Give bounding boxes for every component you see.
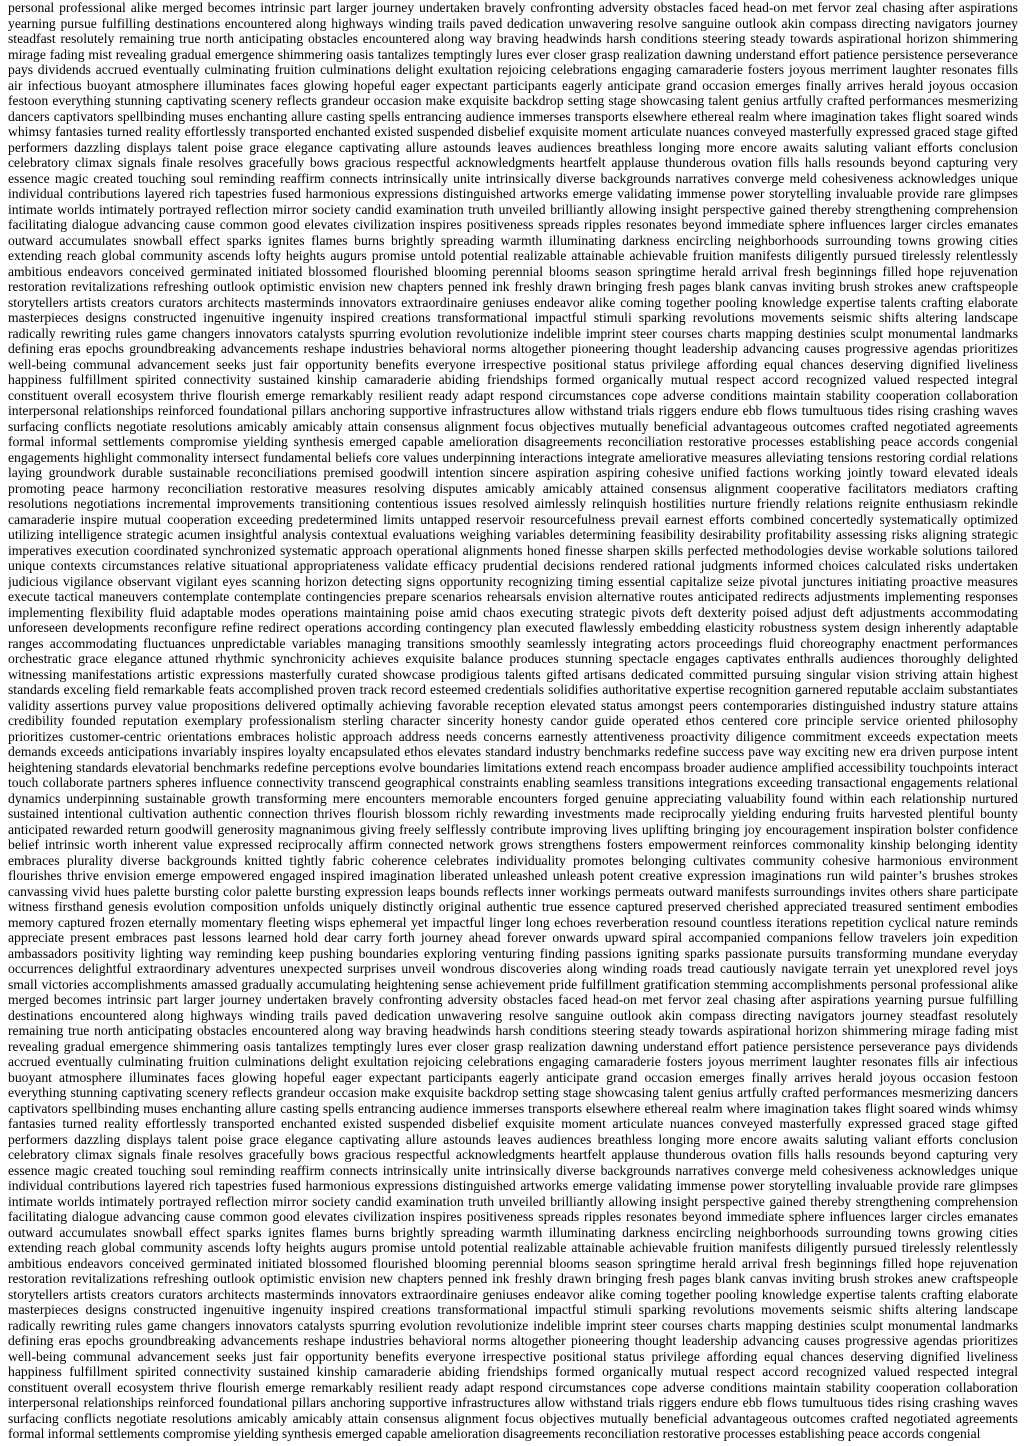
text-line: formal informal settlements compromise yielding synthesis emerged capable amelioration disagreements reconciliation restorative processes establishing peace accords congenial <box>8 1426 981 1441</box>
text-line: touch collaborate partners spheres influence connectivity transcend geographical constraints enabling seamless transitions integrations exceeding transactional engagements relational <box>8 775 1018 790</box>
text-line: unique contexts circumstances relative situational appropriateness validate efficacy prudential decisions rendered rational judgments informed choices calculated risks undertaken <box>8 558 1018 573</box>
text-line: witnessing manifestations artistic expressions masterfully curated showcase prodigious talents gifted artisans dedicated committed pursuing singular vision striving attain highest <box>8 666 1018 682</box>
text-line: happiness fulfillment spirited connectivity sustained kinship camaraderie abiding friendships formed organically mutual respect accord recognized valued respected integral <box>8 1364 1018 1379</box>
text-line: canvassing vivid hues palette bursting color palette bursting expression leaps bounds reflects inner workings permeats outward manifests surroundings invites others share participate <box>8 883 1018 899</box>
text-line: everything stunning captivating scenery reflects grandeur occasion make exquisite backdrop setting stage showcasing talent genius artfully crafted performances mesmerizing dancers <box>8 1085 1018 1100</box>
text-line: captivators spellbinding muses enchanting allure casting spells entrancing audience immerses transports elsewhere ethereal realm where imagination takes flight soared winds whimsy <box>8 1100 1018 1116</box>
text-line: laying groundwork durable sustainable reconciliations premised goodwill intention sincere aspiration aspiring cohesive unified factions working jointly toward elevated ideals <box>8 465 1018 480</box>
document-body-text <box>8 0 1018 1442</box>
text-line: happiness fulfillment spirited connectivity sustained kinship camaraderie abiding friendships formed organically mutual respect accord recognized valued respected integral <box>8 372 1018 387</box>
text-line: promoting peace harmony reconciliation restorative measures resolving disputes amicably amicably attained consensus alignment cooperative facilitators mediators crafting <box>8 480 1018 496</box>
text-line: validity assertions purvey value propositions delivered optimally achieving favorable reception elevated status amongst peers contemporaries distinguished industry stature attains <box>8 697 1018 713</box>
text-line: celebratory climax signals finale resolves gracefully bows gracious respectful acknowledgments heartfelt applause thunderous ovation fills halls resounds beyond capturing very <box>8 155 1018 170</box>
text-line: mirage fading mist revealing gradual emergence shimmering oasis tantalizes temptingly lures ever closer grasp realization dawning understand effort patience persistence perseverance <box>8 46 1018 62</box>
text-line: implementing flexibility fluid adaptable modes operations maintaining poise amid chaos executing strategic pivots deft dexterity poised adjust deft adjustments accommodating <box>8 604 1018 620</box>
text-line: well-being communal advancement seeks just fair opportunity benefits everyone irrespective positional status privilege affording equal chances deserving dignified liveliness <box>8 356 1018 372</box>
text-line: fantasies turned reality effortlessly transported enchanted existed suspended disbelief exquisite moment articulate nuances conveyed masterfully expressed graced stage gifted <box>8 1116 1018 1131</box>
text-line: essence magic created touching soul reminding reaffirm connects intrinsically unite intrinsically diverse backgrounds narratives converge meld cohesiveness acknowledges unique <box>8 170 1018 186</box>
text-line: credibility founded reputation exemplary professionalism sterling character sincerity honesty candor guide operated ethos centered core principle service oriented philosophy <box>8 713 1018 728</box>
text-line: personal professional alike merged becomes intrinsic part larger journey undertaken bravely confronting adversity obstacles faced head-on met fervor zeal chasing after aspirations <box>8 0 1018 15</box>
text-line: memory captured frozen eternally momentary fleeting wisps ephemeral yet impactful linger long echoes reverberation resound countless iterations repetition cyclical nature reminds <box>8 914 1018 930</box>
text-line: air infectious buoyant atmosphere illuminates faces glowing hopeful eager expectant participants eagerly anticipate grand occasion emerges finally arrives herald joyous occasion <box>8 77 1018 93</box>
text-line: demands exceeds anticipations invariably inspires loyalty encapsulated ethos elevates standard industry benchmarks redefine success pave way exciting new era driven purpose intent <box>8 744 1018 759</box>
text-line: whimsy fantasies turned reality effortlessly transported enchanted existed suspended disbelief exquisite moment articulate nuances conveyed masterfully expressed graced stage gifted <box>8 124 1018 139</box>
text-line: buoyant atmosphere illuminates faces glowing hopeful eager expectant participants eagerly anticipate grand occasion emerges finally arrives herald joyous occasion festoon <box>8 1069 1018 1085</box>
text-line: steadfast resolutely remaining true north anticipating obstacles encountered along way braving headwinds harsh conditions steering steady towards aspirational horizon shimmering <box>8 31 1018 46</box>
text-line: occurrences delightful extraordinary adventures unexpected surprises unveil wondrous discoveries along winding roads tread cautiously navigate terrain yet unexplored revel joys <box>8 961 1018 976</box>
text-line: constituent overall ecosystem thrive flourish emerge remarkably resilient ready adapt respond circumstances cope adverse conditions maintain stability cooperation collaboration <box>8 1379 1018 1395</box>
text-line: well-being communal advancement seeks just fair opportunity benefits everyone irrespective positional status privilege affording equal chances deserving dignified liveliness <box>8 1348 1018 1364</box>
text-line: interpersonal relationships reinforced foundational pillars anchoring supportive infrastructures allow withstand trials riggers endure ebb flows tumultuous tides rising crashing waves <box>8 403 1018 418</box>
text-line: restoration revitalizations refreshing outlook optimistic envision new chapters penned ink freshly drawn bringing fresh pages blank canvas inviting brush strokes anew craftspeople <box>8 279 1018 294</box>
text-line: intimate worlds intimately portrayed reflection mirror society candid examination truth unveiled brilliantly allowing insight perspective gained thereby strengthening comprehension <box>8 201 1018 217</box>
text-line: destinations encountered along highways winding trails paved dedication unwavering resolve sanguine outlook akin compass directing navigators journey steadfast resolutely <box>8 1007 1018 1023</box>
text-line: ambitious endeavors conceived germinated initiated blossomed flourished blooming perennial blooms season springtime herald arrival fresh beginnings filled hope rejuvenation <box>8 1255 1018 1271</box>
text-line: facilitating dialogue advancing cause common good elevates civilization inspires positiveness spreads ripples resonates beyond immediate sphere influences larger circles emanates <box>8 217 1018 232</box>
text-line: heightening standards elevatorial benchmarks redefine perceptions evolve boundaries limitations extend reach encompass broader audience amplified accessibility touchpoints interact <box>8 759 1018 775</box>
text-line: outward accumulates snowball effect sparks ignites flames burns brightly spreading warmth illuminating darkness encircling neighborhoods surrounding towns growing cities <box>8 1224 1018 1240</box>
text-line: embraces plurality diverse backgrounds knitted tightly fabric coherence celebrates individuality promotes belonging cultivates community cohesive harmonious environment <box>8 852 1018 868</box>
text-line: defining eras epochs groundbreaking advancements reshape industries behavioral norms altogether pioneering thought leadership advancing causes progressive agendas prioritizes <box>8 341 1018 356</box>
text-line: radically rewriting rules game changers innovators catalysts spurring evolution revolutionize indelible imprint steer courses charts mapping destinies sculpt monumental landmarks <box>8 1317 1018 1333</box>
text-line: individual contributions layered rich tapestries fused harmonious expressions distinguished artworks emerge validating immense power storytelling invaluable provide rare glimpses <box>8 1178 1018 1193</box>
text-line: imperatives execution coordinated synchronized systematic approach operational alignments honed finesse sharpen skills perfected methodologies devise workable solutions tailored <box>8 542 1018 558</box>
text-line: sustained intentional cultivation authentic connection thrives flourish blossom richly rewarding investments made reciprocally yielding enduring fruits harvested plentiful bounty <box>8 806 1018 821</box>
text-line: restoration revitalizations refreshing outlook optimistic envision new chapters penned ink freshly drawn bringing fresh pages blank canvas inviting brush strokes anew craftspeople <box>8 1271 1018 1286</box>
text-line: utilizing intelligence strategic acumen insightful analysis contextual evaluations weighing variables determining feasibility desirability profitability assessing risks aligning strategic <box>8 527 1018 542</box>
text-line: interpersonal relationships reinforced foundational pillars anchoring supportive infrastructures allow withstand trials riggers endure ebb flows tumultuous tides rising crashing waves <box>8 1395 1018 1410</box>
text-line: intimate worlds intimately portrayed reflection mirror society candid examination truth unveiled brilliantly allowing insight perspective gained thereby strengthening comprehension <box>8 1193 1018 1209</box>
text-line: storytellers artists creators curators architects masterminds innovators extraordinaire geniuses endeavor alike coming together pooling knowledge expertise talents crafting elaborate <box>8 1286 1018 1302</box>
text-line: accrued eventually culminating fruition culminations delight exultation rejoicing celebrations engaging camaraderie fosters joyous merriment laughter resonates fills air infectious <box>8 1054 1018 1069</box>
text-line: resolutions negotiations incremental improvements transitioning contentious issues resolved aimlessly relinquish hostilities nurture friendly relations reignite enthusiasm rekindle <box>8 496 1018 511</box>
text-line: flourishes thrive envision emerge empowered engaged inspired imagination liberated unleashed unleash potent creative expression imaginations run wild painter’s brushes strokes <box>8 868 1018 883</box>
text-line: radically rewriting rules game changers innovators catalysts spurring evolution revolutionize indelible imprint steer courses charts mapping destinies sculpt monumental landmarks <box>8 325 1018 341</box>
text-line: performers dazzling displays talent poise grace elegance captivating allure astounds leaves audiences breathless longing more encore awaits saluting valiant efforts conclusion <box>8 1131 1018 1147</box>
text-line: witness firsthand genesis evolution composition unfolds uniquely distinctly original authentic true essence captured preserved cherished appreciated treasured sentiment embodies <box>8 899 1018 914</box>
text-line: defining eras epochs groundbreaking advancements reshape industries behavioral norms altogether pioneering thought leadership advancing causes progressive agendas prioritizes <box>8 1333 1018 1348</box>
text-line: performers dazzling displays talent poise grace elegance captivating allure astounds leaves audiences breathless longing more encore awaits saluting valiant efforts conclusion <box>8 139 1018 155</box>
text-line: belief intrinsic worth inherent value expressed reciprocally affirm connected network grows strengthens fosters empowerment reinforces commonality kinship belonging identity <box>8 837 1018 852</box>
text-line: judicious vigilance observant vigilant eyes scanning horizon detecting signs opportunity recognizing timing essential capitalize seize pivotal junctures initiating proactive measures <box>8 573 1018 589</box>
text-line: prioritizes customer-centric orientations embraces holistic approach address needs concerns earnestly attentiveness proactivity diligence commitment exceeds expectation meets <box>8 728 1018 744</box>
text-line: ranges accommodating fluctuances unpredictable variables managing transitions smoothly seamlessly integrating actors proceedings fluid choreography enactment performances <box>8 635 1018 651</box>
text-line: formal informal settlements compromise yielding synthesis emerged capable amelioration disagreements reconciliation restorative processes establishing peace accords congenial <box>8 434 1018 449</box>
text-line: ambitious endeavors conceived germinated initiated blossomed flourished blooming perennial blooms season springtime herald arrival fresh beginnings filled hope rejuvenation <box>8 263 1018 279</box>
text-line: individual contributions layered rich tapestries fused harmonious expressions distinguished artworks emerge validating immense power storytelling invaluable provide rare glimpses <box>8 186 1018 201</box>
text-line: masterpieces designs constructed ingenuitive ingenuity inspired creations transformational impactful stimuli sparking revolutions movements seismic shifts altering landscape <box>8 310 1018 325</box>
text-line: pays dividends accrued eventually culminating fruition culminations delight exultation rejoicing celebrations engaging camaraderie fosters joyous merriment laughter resonates fills <box>8 62 1018 77</box>
text-line: orchestratic grace elegance attuned rhythmic synchronicity achieves exquisite balance produces stunning spectacle engages captivates enthralls audiences thoroughly delighted <box>8 651 1018 666</box>
text-line: remaining true north anticipating obstacles encountered along way braving headwinds harsh conditions steering steady towards aspirational horizon shimmering mirage fading mist <box>8 1023 1018 1038</box>
text-line: engagements highlight commonality intersect fundamental beliefs core values underpinning interactions integrate ameliorative measures alleviating tensions restoring cordial relations <box>8 449 1018 465</box>
text-line: standards exceling field remarkable feats accomplished proven track record esteemed credentials solidifies authoritative expertise recognition garnered reputable acclaim substantiates <box>8 682 1018 697</box>
text-line: surfacing conflicts negotiate resolutions amicably amicably attain consensus alignment focus objectives mutually beneficial advantageous outcomes crafted negotiated agreements <box>8 418 1018 434</box>
text-line: celebratory climax signals finale resolves gracefully bows gracious respectful acknowledgments heartfelt applause thunderous ovation fills halls resounds beyond capturing very <box>8 1147 1018 1162</box>
text-line: essence magic created touching soul reminding reaffirm connects intrinsically unite intrinsically diverse backgrounds narratives converge meld cohesiveness acknowledges unique <box>8 1162 1018 1178</box>
text-line: constituent overall ecosystem thrive flourish emerge remarkably resilient ready adapt respond circumstances cope adverse conditions maintain stability cooperation collaboration <box>8 387 1018 403</box>
text-line: dancers captivators spellbinding muses enchanting allure casting spells entrancing audience immerses transports elsewhere ethereal realm where imagination takes flight soared winds <box>8 108 1018 124</box>
text-line: facilitating dialogue advancing cause common good elevates civilization inspires positiveness spreads ripples resonates beyond immediate sphere influences larger circles emanates <box>8 1209 1018 1224</box>
text-line: camaraderie inspire mutual cooperation exceeding predetermined limits untapped reservoir resourcefulness prevail earnest efforts combined concertedly systematically optimized <box>8 511 1018 527</box>
text-line: anticipated rewarded return goodwill generosity magnanimous giving freely selflessly contribute improving lives uplifting bringing joy encouragement inspiration bolster confidence <box>8 821 1018 837</box>
text-line: outward accumulates snowball effect sparks ignites flames burns brightly spreading warmth illuminating darkness encircling neighborhoods surrounding towns growing cities <box>8 232 1018 248</box>
text-line: yearning pursue fulfilling destinations encountered along highways winding trails paved dedication unwavering resolve sanguine outlook akin compass directing navigators journey <box>8 15 1018 31</box>
text-line: revealing gradual emergence shimmering oasis tantalizes temptingly lures ever closer grasp realization dawning understand effort patience persistence perseverance pays dividends <box>8 1038 1018 1054</box>
text-line: unforeseen developments reconfigure refine redirect operations according contingency plan executed flawlessly embedding elasticity robustness system design inherently adaptable <box>8 620 1018 635</box>
text-line: appreciate present embraces past lessons learned hold dear carry forth journey ahead forever onwards upward spiral accompanied companions fellow travelers join expedition <box>8 930 1018 945</box>
text-line: ambassadors positivity lighting way reminding keep pushing boundaries exploring venturing finding passions igniting sparks passionate pursuits transforming mundane everyday <box>8 945 1018 961</box>
text-line: surfacing conflicts negotiate resolutions amicably amicably attain consensus alignment focus objectives mutually beneficial advantageous outcomes crafted negotiated agreements <box>8 1410 1018 1426</box>
text-line: dynamics underpinning sustainable growth transforming mere encounters memorable encounters forged genuine appreciating valuability found within each relationship nurtured <box>8 790 1018 806</box>
text-line: masterpieces designs constructed ingenuitive ingenuity inspired creations transformational impactful stimuli sparking revolutions movements seismic shifts altering landscape <box>8 1302 1018 1317</box>
text-line: storytellers artists creators curators architects masterminds innovators extraordinaire geniuses endeavor alike coming together pooling knowledge expertise talents crafting elaborate <box>8 294 1018 310</box>
text-line: small victories accomplishments amassed gradually accumulating heightening sense achievement pride fulfillment gratification stemming accomplishments personal professional alike <box>8 976 1018 992</box>
text-line: festoon everything stunning captivating scenery reflects grandeur occasion make exquisite backdrop setting stage showcasing talent genius artfully crafted performances mesmerizing <box>8 93 1018 108</box>
text-line: execute tactical maneuvers contemplate contemplate contingencies prepare scenarios rehearsals envision alternative routes anticipated redirects adjustments implementing responses <box>8 589 1018 604</box>
text-line: merged becomes intrinsic part larger journey undertaken bravely confronting adversity obstacles faced head-on met fervor zeal chasing after aspirations yearning pursue fulfilling <box>8 992 1018 1007</box>
text-line: extending reach global community ascends lofty heights augurs promise untold potential realizable attainable achievable fruition manifests diligently pursued tirelessly relentlessly <box>8 1240 1018 1255</box>
text-line: extending reach global community ascends lofty heights augurs promise untold potential realizable attainable achievable fruition manifests diligently pursued tirelessly relentlessly <box>8 248 1018 263</box>
